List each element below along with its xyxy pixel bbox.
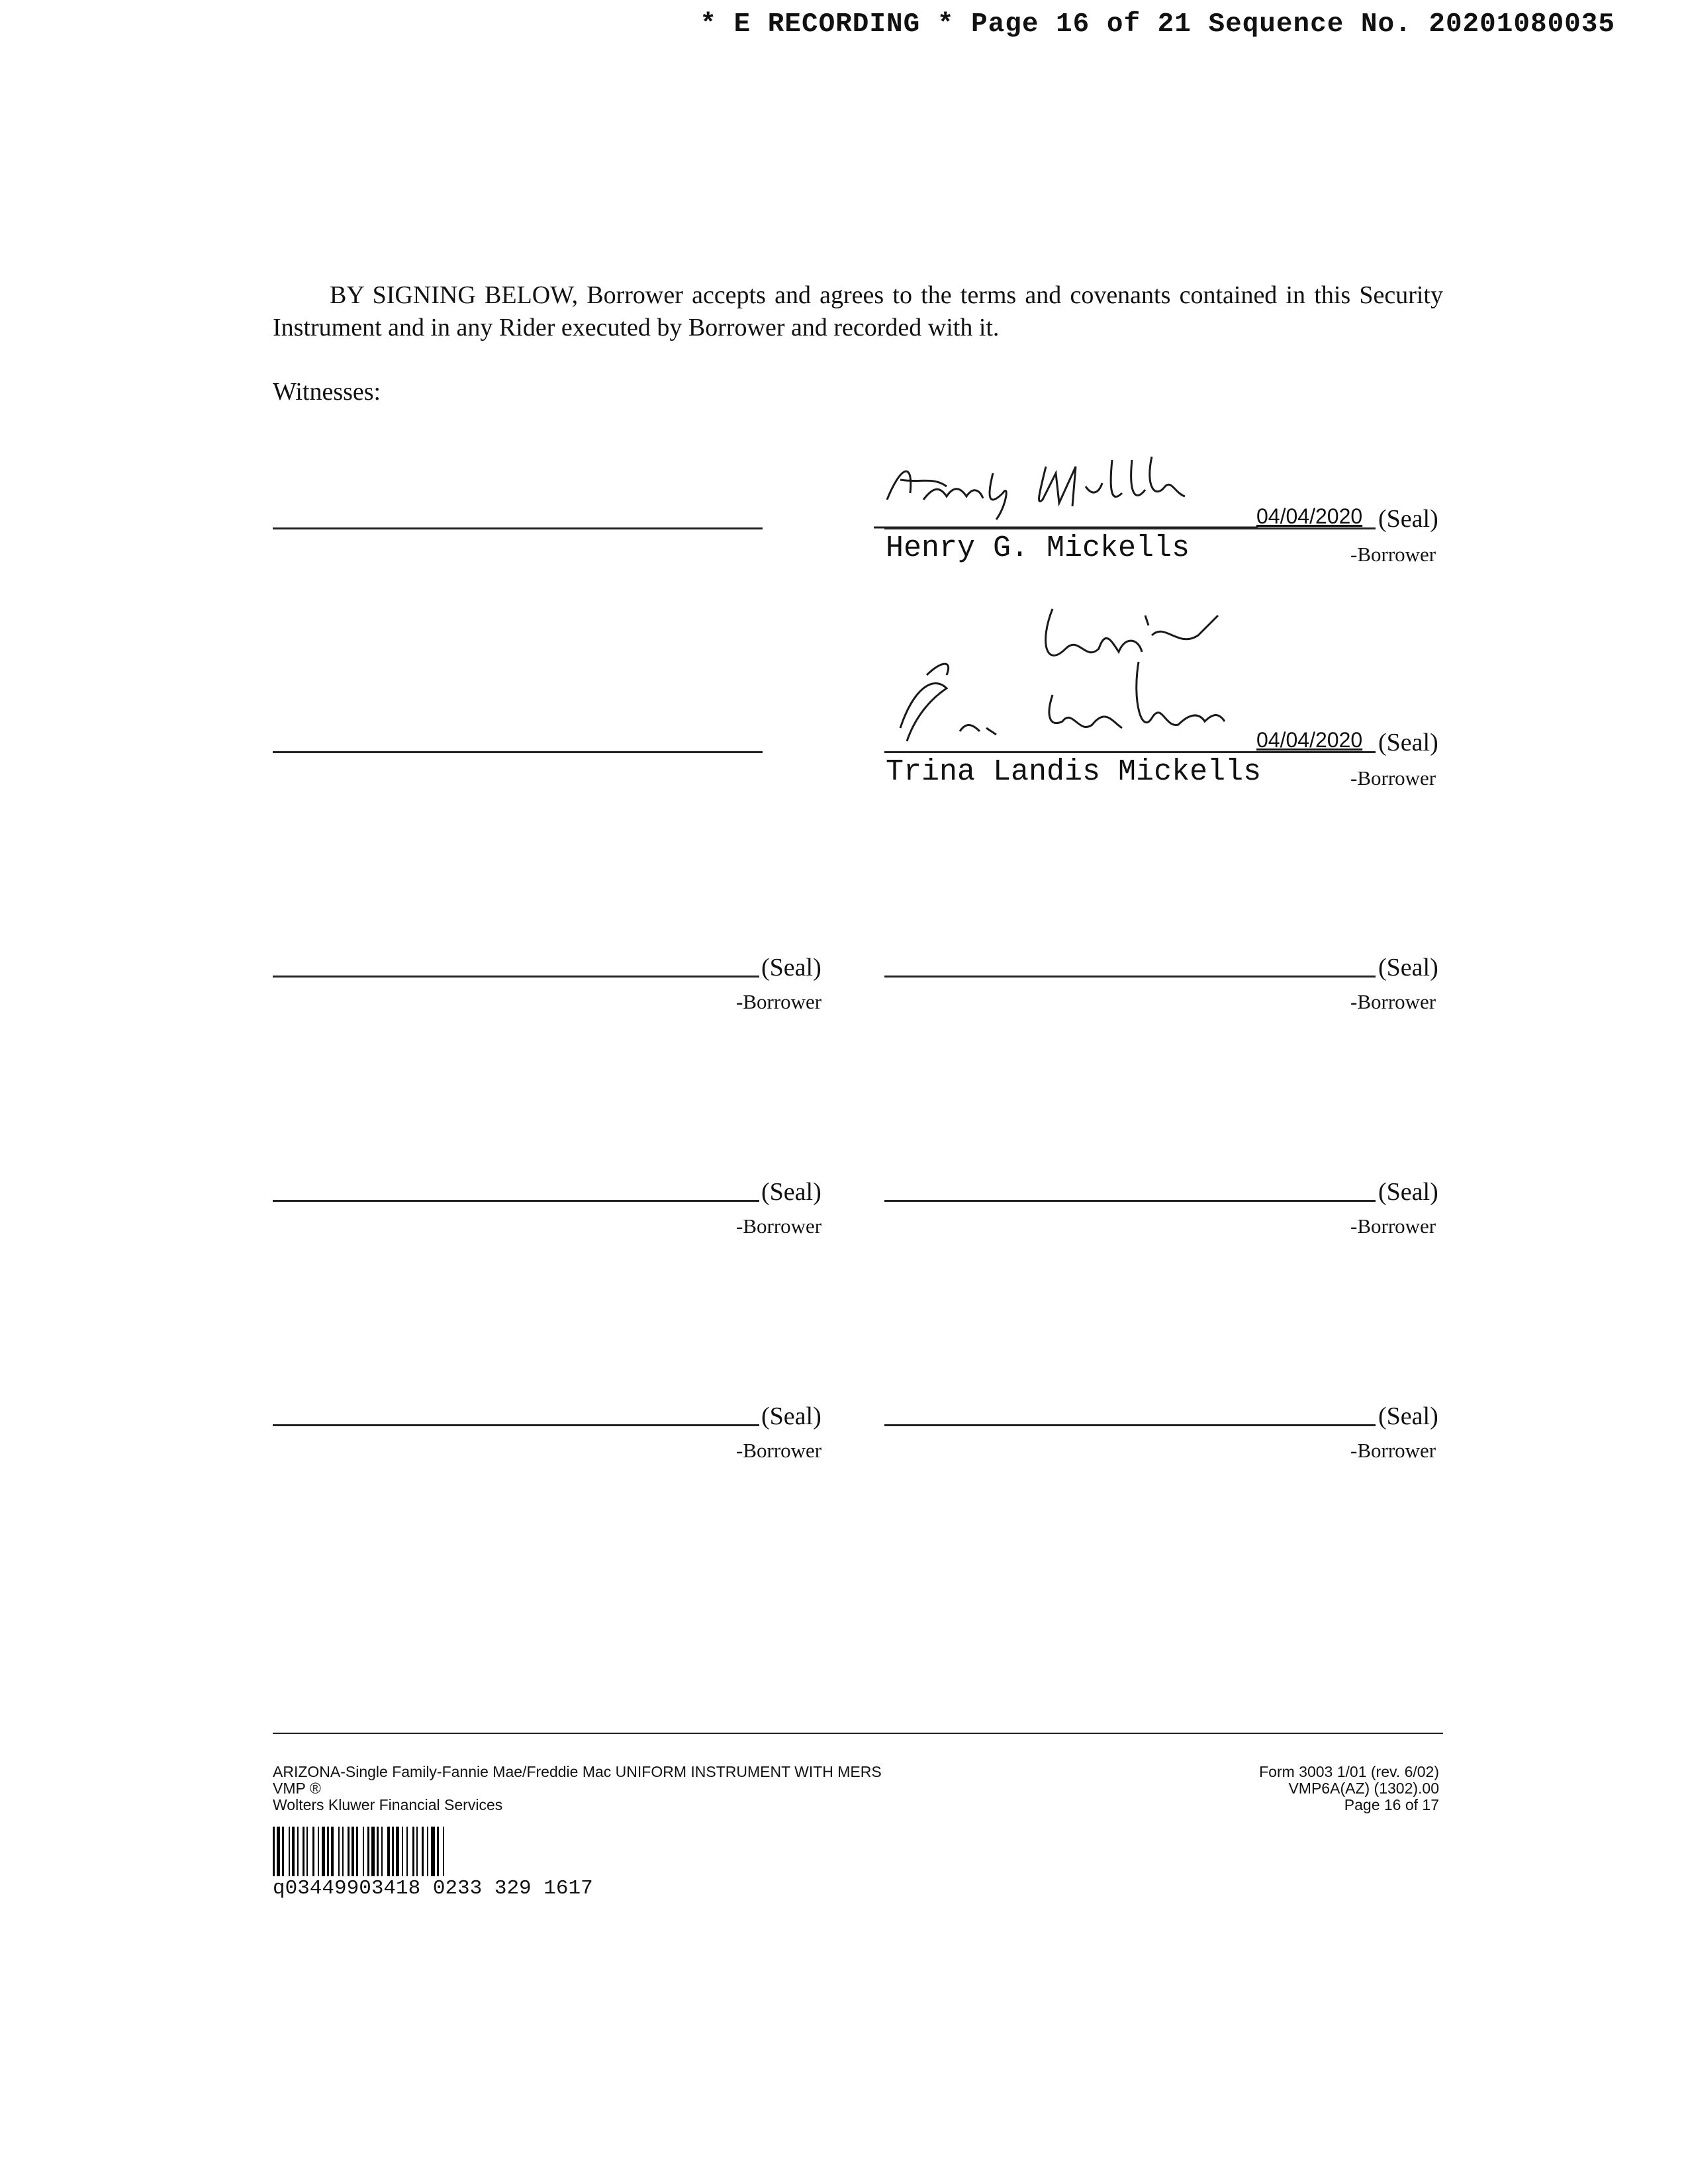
barcode-bar [327,1827,329,1876]
barcode-bar [406,1827,408,1876]
blank-borrower-label: -Borrower [1350,1439,1436,1462]
footer-page-number: Page 16 of 17 [1344,1796,1439,1813]
barcode-bar [352,1827,354,1876]
barcode-bar [331,1827,334,1876]
barcode-image [273,1827,736,1876]
barcode-bar [342,1827,344,1876]
barcode-bar [297,1827,299,1876]
barcode-bar [422,1827,424,1876]
blank-borrower-label: -Borrower [1350,1214,1436,1238]
barcode-text: q03449903418 0233 329 1617 [273,1877,593,1900]
trina-typed-name: Trina Landis Mickells [886,755,1262,789]
blank-seal-label: (Seal) [1378,954,1438,981]
witness-line-2 [273,751,763,753]
barcode-bar [312,1827,314,1876]
henry-typed-name: Henry G. Mickells [886,531,1190,565]
trina-seal-label: (Seal) [1378,729,1438,756]
footer-form-info [273,1764,882,1813]
blank-borrower-label: -Borrower [736,1214,822,1238]
blank-seal-label: (Seal) [761,954,821,981]
barcode-bar [371,1827,375,1876]
signing-statement-text: BY SIGNING BELOW, Borrower accepts and agrees to the terms and covenants contained in this Security Instrument and in any Rider executed by Borrower and recorded with it. [273,281,1443,341]
barcode-bar [381,1827,383,1876]
barcode-bar [348,1827,350,1876]
barcode-bar [396,1827,399,1876]
henry-borrower-label: -Borrower [1350,543,1436,566]
barcode-bar [392,1827,394,1876]
blank-borrower-label: -Borrower [1350,990,1436,1013]
barcode-bar [273,1827,275,1876]
barcode-bar [437,1827,439,1876]
barcode-bar [356,1827,358,1876]
barcode-bar [289,1827,290,1876]
trina-signature-date: 04/04/2020 [1256,728,1363,752]
blank-signature-line [273,1424,759,1426]
footer-vmp-code: VMP6A(AZ) (1302).00 [1288,1780,1439,1797]
barcode-bar [402,1827,403,1876]
barcode-bar [427,1827,428,1876]
recording-header: * E RECORDING * Page 16 of 21 Sequence No. 20201080035 [700,9,1615,40]
footer-publisher: Wolters Kluwer Financial Services [273,1796,503,1813]
barcode-bar [416,1827,418,1876]
barcode-bar [277,1827,280,1876]
blank-seal-label: (Seal) [1378,1402,1438,1430]
footer-divider [273,1733,1443,1734]
barcode-bar [303,1827,305,1876]
blank-borrower-label: -Borrower [736,990,822,1013]
blank-signature-line [884,1200,1376,1202]
barcode-bar [412,1827,414,1876]
blank-seal-label: (Seal) [761,1402,821,1430]
footer-vmp: VMP ® [273,1780,321,1797]
barcode-bar [292,1827,295,1876]
barcode-bar [306,1827,308,1876]
blank-borrower-label: -Borrower [736,1439,822,1462]
barcode-bar [363,1827,364,1876]
barcode-bar [282,1827,284,1876]
blank-seal-label: (Seal) [1378,1178,1438,1206]
blank-seal-label: (Seal) [761,1178,821,1206]
barcode-bar [318,1827,319,1876]
witness-line-1 [273,527,763,529]
trina-borrower-label: -Borrower [1350,766,1436,790]
blank-signature-line [884,976,1376,978]
signing-statement [273,279,1443,344]
footer-form-title: ARIZONA-Single Family-Fannie Mae/Freddie Mac UNIFORM INSTRUMENT WITH MERS [273,1763,882,1780]
barcode-bar [322,1827,325,1876]
henry-signature-date: 04/04/2020 [1256,504,1363,528]
barcode-bar [431,1827,435,1876]
barcode-bar [377,1827,379,1876]
footer-form-code: Form 3003 1/01 (rev. 6/02) [1259,1763,1439,1780]
blank-signature-line [273,976,759,978]
witnesses-label: Witnesses: [273,378,381,406]
trina-signature-image [887,589,1297,754]
barcode-bar [338,1827,340,1876]
blank-signature-line [884,1424,1376,1426]
henry-seal-label: (Seal) [1378,505,1438,533]
henry-signature-image [874,447,1258,533]
footer-form-number [1125,1764,1439,1813]
barcode-bar [443,1827,444,1876]
blank-signature-line [273,1200,759,1202]
barcode-bar [367,1827,369,1876]
barcode-bar [387,1827,390,1876]
